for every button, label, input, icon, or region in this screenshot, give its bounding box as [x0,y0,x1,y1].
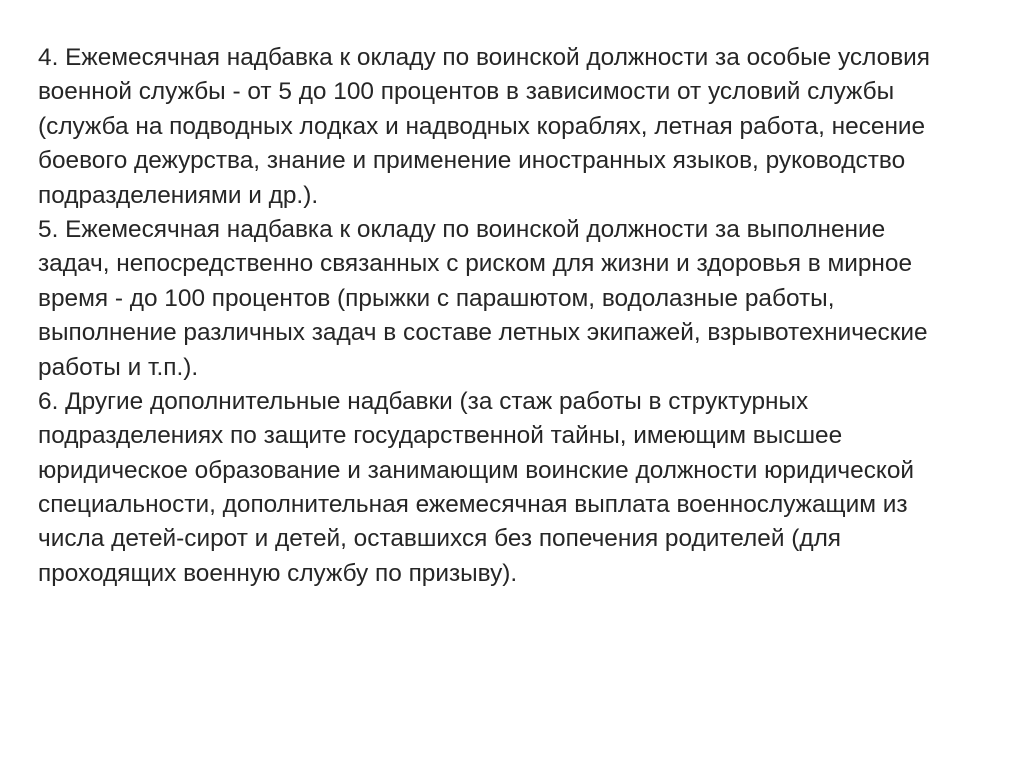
text-line-16: проходящих военную службу по призыву). [38,559,518,587]
text-line-01: 4. Ежемесячная надбавка к окладу по воинской должности за особые условия [38,44,930,71]
text-line-13: юридическое образование и занимающим воинские должности юридической [38,456,915,484]
slide-text-block [38,41,1008,591]
text-line-02: военной службы - от 5 до 100 процентов в зависимости от условий службы [38,78,895,106]
text-line-06: 5. Ежемесячная надбавка к окладу по воинской должности за выполнение [38,215,886,243]
text-line-04: боевого дежурства, знание и применение иностранных языков, руководство [38,147,906,175]
text-line-10: работы и т.п.). [38,353,199,381]
text-line-07: задач, непосредственно связанных с риском для жизни и здоровья в мирное [38,250,913,278]
text-line-03: (служба на подводных лодках и надводных кораблях, летная работа, несение [38,112,926,140]
text-line-15: числа детей-сирот и детей, оставшихся без попечения родителей (для [38,525,842,553]
text-line-12: подразделениях по защите государственной тайны, имеющим высшее [38,422,843,450]
text-line-08: время - до 100 процентов (прыжки с парашютом, водолазные работы, [38,284,835,312]
text-line-09: выполнение различных задач в составе летных экипажей, взрывотехнические [38,319,928,347]
text-line-11: 6. Другие дополнительные надбавки (за стаж работы в структурных [38,387,809,415]
text-line-05: подразделениями и др.). [38,181,319,209]
text-line-14: специальности, дополнительная ежемесячная выплата военнослужащим из [38,491,908,519]
